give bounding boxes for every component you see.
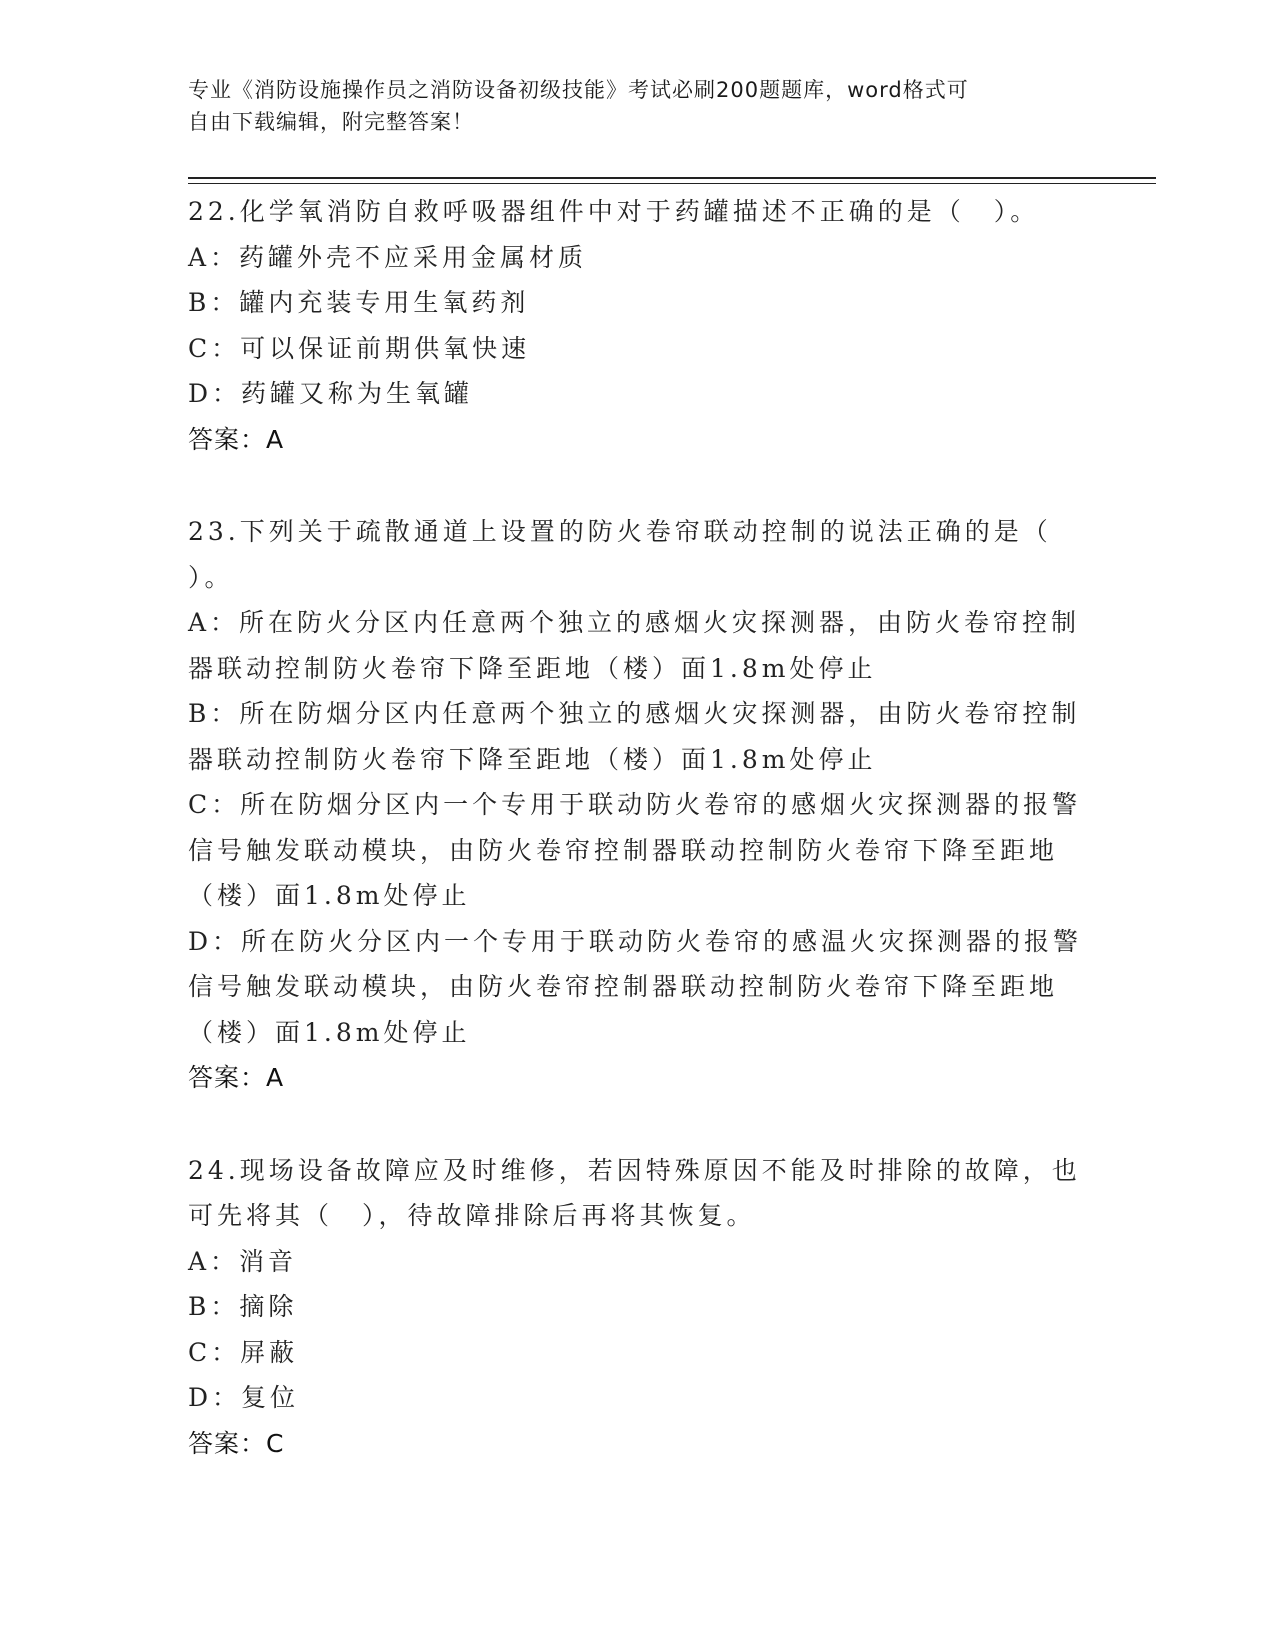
option-a: A：消音 <box>188 1246 298 1276</box>
header-line-2: 自由下载编辑，附完整答案！ <box>188 110 474 134</box>
option-d: D：药罐又称为生氧罐 <box>188 379 474 408</box>
answer-label: 答案：C <box>188 1428 285 1458</box>
answer-label: 答案：A <box>188 1063 285 1092</box>
header-rule-thin <box>188 183 1156 184</box>
question-23 <box>188 509 1088 1101</box>
document-header <box>188 74 1068 138</box>
option-a: A：所在防火分区内任意两个独立的感烟火灾探测器，由防火卷帘控制 器联动控制防火卷帘下降至距地（楼）面1.8m处停止 <box>188 608 1081 683</box>
header-line-1: 专业《消防设施操作员之消防设备初级技能》考试必刷200题题库，word格式可 <box>188 78 969 102</box>
option-a: A：药罐外壳不应采用金属材质 <box>188 242 588 272</box>
option-b: B：罐内充装专用生氧药剂 <box>188 288 530 317</box>
header-rule-thick <box>188 177 1156 179</box>
option-b: B：所在防烟分区内任意两个独立的感烟火灾探测器，由防火卷帘控制 器联动控制防火卷帘下降至距地（楼）面1.8m处停止 <box>188 699 1081 774</box>
question-list <box>188 189 1088 1513</box>
option-d: D：所在防火分区内一个专用于联动防火卷帘的感温火灾探测器的报警 信号触发联动模块，由防火卷帘控制器联动控制防火卷帘下降至距地 （楼）面1.8m处停止 <box>188 926 1083 1047</box>
question-stem: 22.化学氧消防自救呼吸器组件中对于药罐描述不正确的是（ ）。 <box>188 197 1040 226</box>
option-d: D：复位 <box>188 1383 300 1412</box>
question-22 <box>188 189 1088 462</box>
option-c: C：所在防烟分区内一个专用于联动防火卷帘的感烟火灾探测器的报警 信号触发联动模块，由防火卷帘控制器联动控制防火卷帘下降至距地 （楼）面1.8m处停止 <box>188 790 1082 910</box>
question-stem: 24.现场设备故障应及时维修，若因特殊原因不能及时排除的故障，也 可先将其（ ），待故障排除后再将其恢复。 <box>188 1155 1081 1230</box>
answer-label: 答案：A <box>188 424 285 454</box>
option-b: B：摘除 <box>188 1292 298 1321</box>
question-stem: 23.下列关于疏散通道上设置的防火卷帘联动控制的说法正确的是（ ）。 <box>188 517 1052 592</box>
question-24 <box>188 1148 1088 1467</box>
option-c: C：屏蔽 <box>188 1337 299 1367</box>
option-c: C：可以保证前期供氧快速 <box>188 333 531 363</box>
